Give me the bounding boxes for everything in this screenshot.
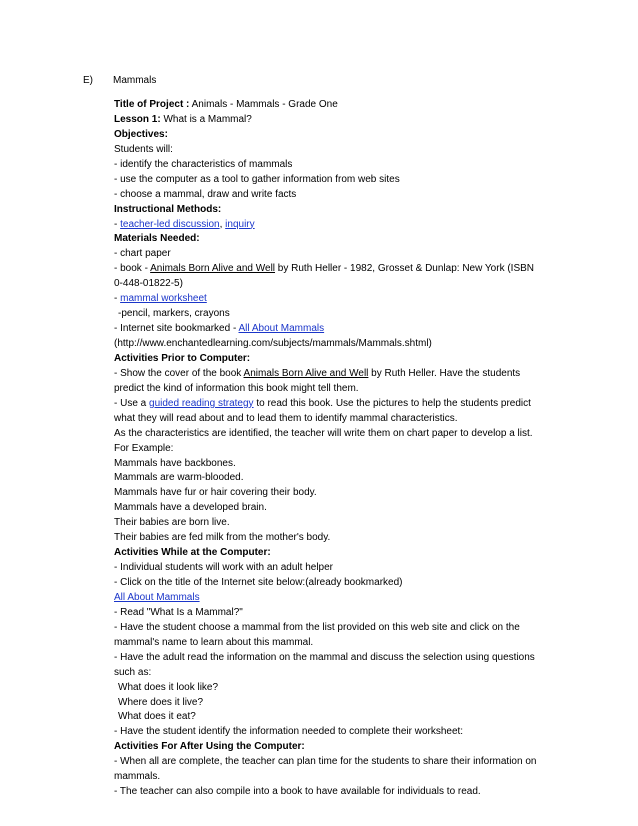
question-item: What does it look like?	[118, 681, 219, 693]
objective-item: - use the computer as a tool to gather information from web sites	[114, 173, 400, 185]
show-book-title: Animals Born Alive and Well	[243, 367, 369, 379]
section-title: Mammals	[113, 75, 157, 86]
after-heading: Activities For After Using the Computer:	[114, 741, 305, 753]
question-item: Where does it live?	[118, 696, 204, 708]
objective-item: - choose a mammal, draw and write facts	[114, 188, 297, 200]
objective-item: - identify the characteristics of mammals	[114, 158, 293, 170]
material-book-line	[114, 262, 554, 277]
methods-line	[114, 218, 554, 233]
materials-heading: Materials Needed:	[114, 233, 200, 245]
while-adult-line1: - Have the adult read the information on the mammal and discuss the selection using questions	[114, 651, 535, 663]
prior-use-line	[114, 397, 554, 412]
lesson-label: Lesson 1:	[114, 113, 161, 125]
mammal-fact: Mammals are warm-blooded.	[114, 472, 244, 484]
methods-separator: ,	[219, 218, 226, 230]
after-share-line2: mammals.	[114, 771, 161, 783]
book-details: by Ruth Heller - 1982, Grosset & Dunlap: New York (ISBN	[275, 263, 535, 275]
while-read: - Read "What Is a Mammal?"	[114, 606, 243, 618]
internet-prefix: - Internet site bookmarked -	[114, 323, 239, 335]
objectives-heading: Objectives:	[114, 128, 168, 140]
while-adult-line2: such as:	[114, 666, 152, 678]
prior-show-line2: predict the kind of information this book might tell them.	[114, 382, 359, 394]
mammal-fact: Their babies are born live.	[114, 517, 230, 529]
show-prefix: - Show the cover of the book	[114, 367, 244, 379]
inquiry-link[interactable]: inquiry	[225, 218, 255, 230]
book-prefix: - book -	[114, 263, 151, 275]
prior-heading: Activities Prior to Computer:	[114, 352, 251, 364]
while-identify: - Have the student identify the information needed to complete their worksheet:	[114, 726, 464, 738]
prior-show-line	[114, 367, 554, 382]
objectives-intro: Students will:	[114, 143, 173, 155]
material-book-isbn: 0-448-01822-5)	[114, 278, 183, 290]
while-choose-line1: - Have the student choose a mammal from the list provided on this web site and click on the	[114, 621, 520, 633]
material-pencil: -pencil, markers, crayons	[118, 308, 230, 320]
mammal-fact: Mammals have a developed brain.	[114, 502, 267, 514]
material-internet-line	[114, 322, 554, 337]
methods-prefix: -	[114, 218, 121, 230]
project-title-line	[114, 98, 554, 113]
question-item: What does it eat?	[118, 711, 196, 723]
project-title-value: Animals - Mammals - Grade One	[191, 99, 338, 110]
book-title: Animals Born Alive and Well	[150, 263, 276, 275]
use-prefix: - Use a	[114, 397, 150, 409]
material-chart-paper: - chart paper	[114, 248, 171, 260]
prior-use-line2: what they will read about and to lead them to identify mammal characteristics.	[114, 412, 458, 424]
methods-heading: Instructional Methods:	[114, 203, 222, 215]
while-heading: Activities While at the Computer:	[114, 547, 271, 559]
prior-characteristics-line: As the characteristics are identified, the teacher will write them on chart paper to develop a list.	[114, 427, 533, 439]
lesson-line	[114, 113, 554, 128]
lesson-plan	[114, 98, 554, 800]
teacher-led-discussion-link[interactable]: teacher-led discussion	[120, 218, 220, 230]
all-about-mammals-link[interactable]: All About Mammals	[238, 323, 325, 335]
while-link-line	[114, 591, 554, 606]
after-share-line1: - When all are complete, the teacher can plan time for the students to share their information on	[114, 756, 537, 768]
while-choose-line2: mammal's name to learn about this mammal.	[114, 636, 314, 648]
mammal-fact: Their babies are fed milk from the mother's body.	[114, 532, 331, 544]
material-internet-url: (http://www.enchantedlearning.com/subjects/mammals/Mammals.shtml)	[114, 338, 432, 349]
mammal-fact: Mammals have fur or hair covering their body.	[114, 487, 317, 499]
project-title-label: Title of Project :	[114, 99, 190, 110]
while-individual: - Individual students will work with an adult helper	[114, 562, 333, 574]
guided-reading-strategy-link[interactable]: guided reading strategy	[149, 397, 254, 409]
show-rest: by Ruth Heller. Have the students	[368, 367, 521, 379]
after-compile: - The teacher can also compile into a book to have available for individuals to read.	[114, 786, 481, 798]
prior-example-label: For Example:	[114, 442, 174, 454]
all-about-mammals-link[interactable]: All About Mammals	[114, 591, 200, 603]
material-worksheet-line	[114, 292, 554, 307]
section-heading	[83, 75, 156, 87]
while-click: - Click on the title of the Internet site below:(already bookmarked)	[114, 577, 403, 588]
mammal-worksheet-link[interactable]: mammal worksheet	[120, 293, 207, 305]
worksheet-prefix: -	[114, 293, 121, 305]
lesson-value: What is a Mammal?	[163, 113, 252, 125]
use-rest: to read this book. Use the pictures to help the students predict	[253, 397, 531, 409]
section-letter: E)	[83, 75, 93, 86]
mammal-fact: Mammals have backbones.	[114, 457, 236, 469]
